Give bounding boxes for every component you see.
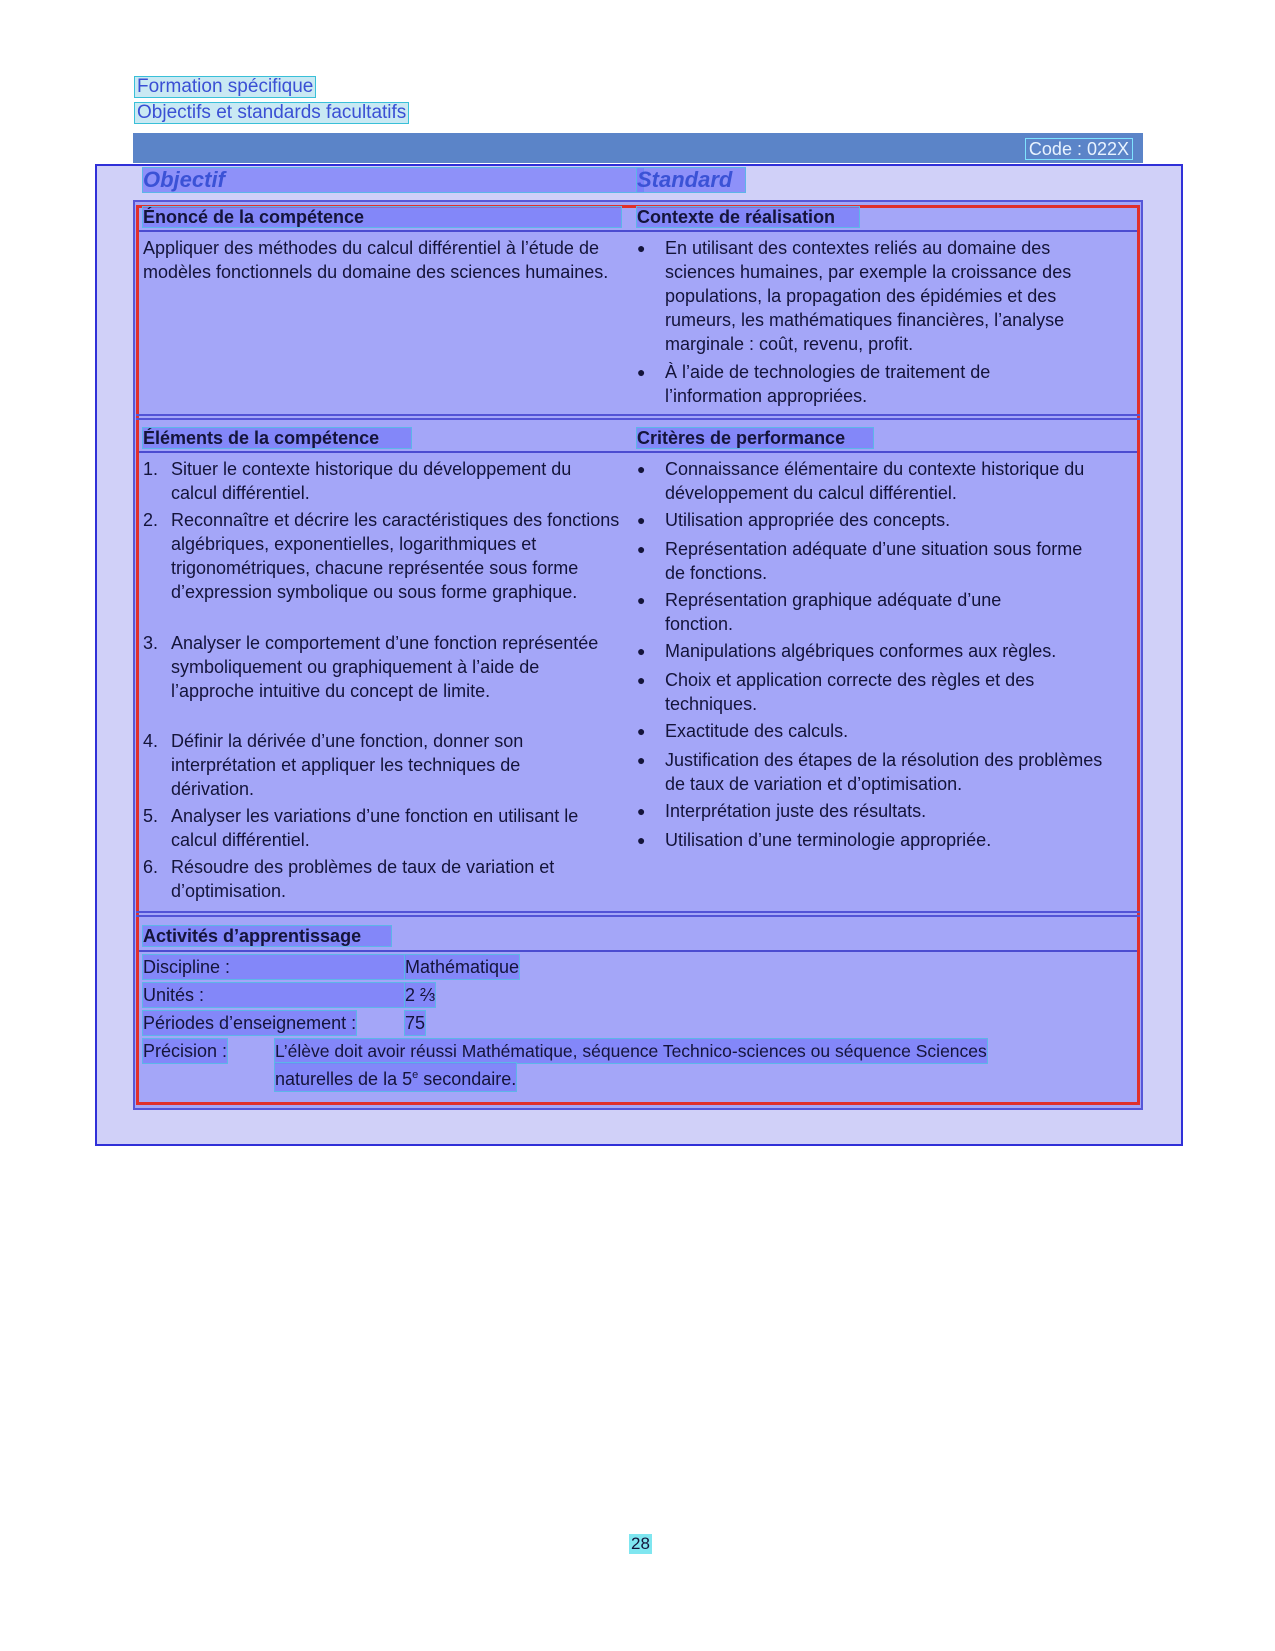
precision-text-line2: naturelles de la 5e secondaire.: [275, 1063, 516, 1091]
bullet-icon: ●: [637, 803, 646, 819]
list-item: ● À l’aide de technologies de traitement de l’information appropriées.: [637, 362, 991, 406]
list-item: 5. Analyser les variations d’une fonction en utilisant le calcul différentiel.: [143, 806, 579, 850]
discipline-label: Discipline :: [143, 955, 405, 979]
bullet-icon: ●: [637, 592, 646, 608]
bullet-icon: ●: [637, 461, 646, 477]
enonce-title: Énoncé de la compétence: [143, 207, 621, 227]
list-item: 2. Reconnaître et décrire les caractéristiques des fonctions algébriques, exponentielles, logarithmiques et trigonométriques, chacune représentée sous forme d’expression symbolique ou sous forme graphique.: [143, 510, 620, 602]
course-code: Code : 022X: [1025, 138, 1133, 160]
divider: [139, 230, 1137, 232]
list-item: ● Exactitude des calculs.: [637, 721, 849, 741]
list-item: ● Connaissance élémentaire du contexte historique du développement du calcul différentiel.: [637, 459, 1085, 503]
list-item: 1. Situer le contexte historique du développement du calcul différentiel.: [143, 459, 572, 503]
discipline-value: Mathématique: [405, 957, 520, 977]
bullet-icon: ●: [637, 364, 646, 380]
list-item: ● En utilisant des contextes reliés au domaine des sciences humaines, par exemple la croissance des populations, la propagation des épidémies et des rumeurs, les mathématiques financières, l’analyse marginale : coût, revenu, profit.: [637, 238, 1072, 354]
unites-value: 2 ⅔: [405, 985, 436, 1005]
bullet-icon: ●: [637, 643, 646, 659]
bullet-icon: ●: [637, 752, 646, 768]
list-item: ● Représentation adéquate d’une situation sous forme de fonctions.: [637, 539, 1083, 583]
list-item: 4. Définir la dérivée d’une fonction, donner son interprétation et appliquer les techniques de dérivation.: [143, 731, 524, 799]
bullet-icon: ●: [637, 541, 646, 557]
bullet-icon: ●: [637, 832, 646, 848]
section-separator: [136, 414, 1140, 420]
list-item: ● Justification des étapes de la résolution des problèmes de taux de variation et d’optimisation.: [637, 750, 1103, 794]
enonce-text: Appliquer des méthodes du calcul différentiel à l’étude de modèles fonctionnels du domaine des sciences humaines.: [143, 238, 609, 282]
periodes-label: Périodes d’enseignement :: [143, 1013, 357, 1033]
column-objectif: Objectif: [143, 168, 643, 192]
list-item: ● Représentation graphique adéquate d’une fonction.: [637, 590, 1002, 634]
criteres-title: Critères de performance: [637, 428, 873, 448]
list-item: ● Choix et application correcte des règles et des techniques.: [637, 670, 1035, 714]
page-number: 28: [631, 1534, 650, 1553]
activites-title: Activités d’apprentissage: [143, 926, 391, 946]
precision-label: Précision :: [143, 1041, 228, 1061]
elements-title: Éléments de la compétence: [143, 428, 411, 448]
periodes-value: 75: [405, 1013, 426, 1033]
section-separator: [136, 911, 1140, 917]
list-item: ● Utilisation appropriée des concepts.: [637, 510, 951, 530]
section-subtitle: Objectifs et standards facultatifs: [134, 102, 409, 124]
bullet-icon: ●: [637, 240, 646, 256]
contexte-title: Contexte de réalisation: [637, 207, 859, 227]
divider: [139, 950, 1137, 952]
bullet-icon: ●: [637, 672, 646, 688]
column-standard: Standard: [637, 168, 745, 192]
list-item: ● Interprétation juste des résultats.: [637, 801, 927, 821]
list-item: ● Utilisation d’une terminologie appropriée.: [637, 830, 992, 850]
section-title: Formation spécifique: [134, 76, 316, 98]
unites-label: Unités :: [143, 983, 405, 1007]
list-item: 3. Analyser le comportement d’une fonction représentée symboliquement ou graphiquement à l’aide de l’approche intuitive du concept de limite.: [143, 633, 599, 701]
precision-text-line1: L’élève doit avoir réussi Mathématique, séquence Technico-sciences ou séquence Sciences: [275, 1041, 987, 1061]
bullet-icon: ●: [637, 723, 646, 739]
bullet-icon: ●: [637, 512, 646, 528]
list-item: 6. Résoudre des problèmes de taux de variation et d’optimisation.: [143, 857, 555, 901]
divider: [139, 451, 1137, 453]
list-item: ● Manipulations algébriques conformes aux règles.: [637, 641, 1057, 661]
code-bar: [133, 133, 1143, 163]
